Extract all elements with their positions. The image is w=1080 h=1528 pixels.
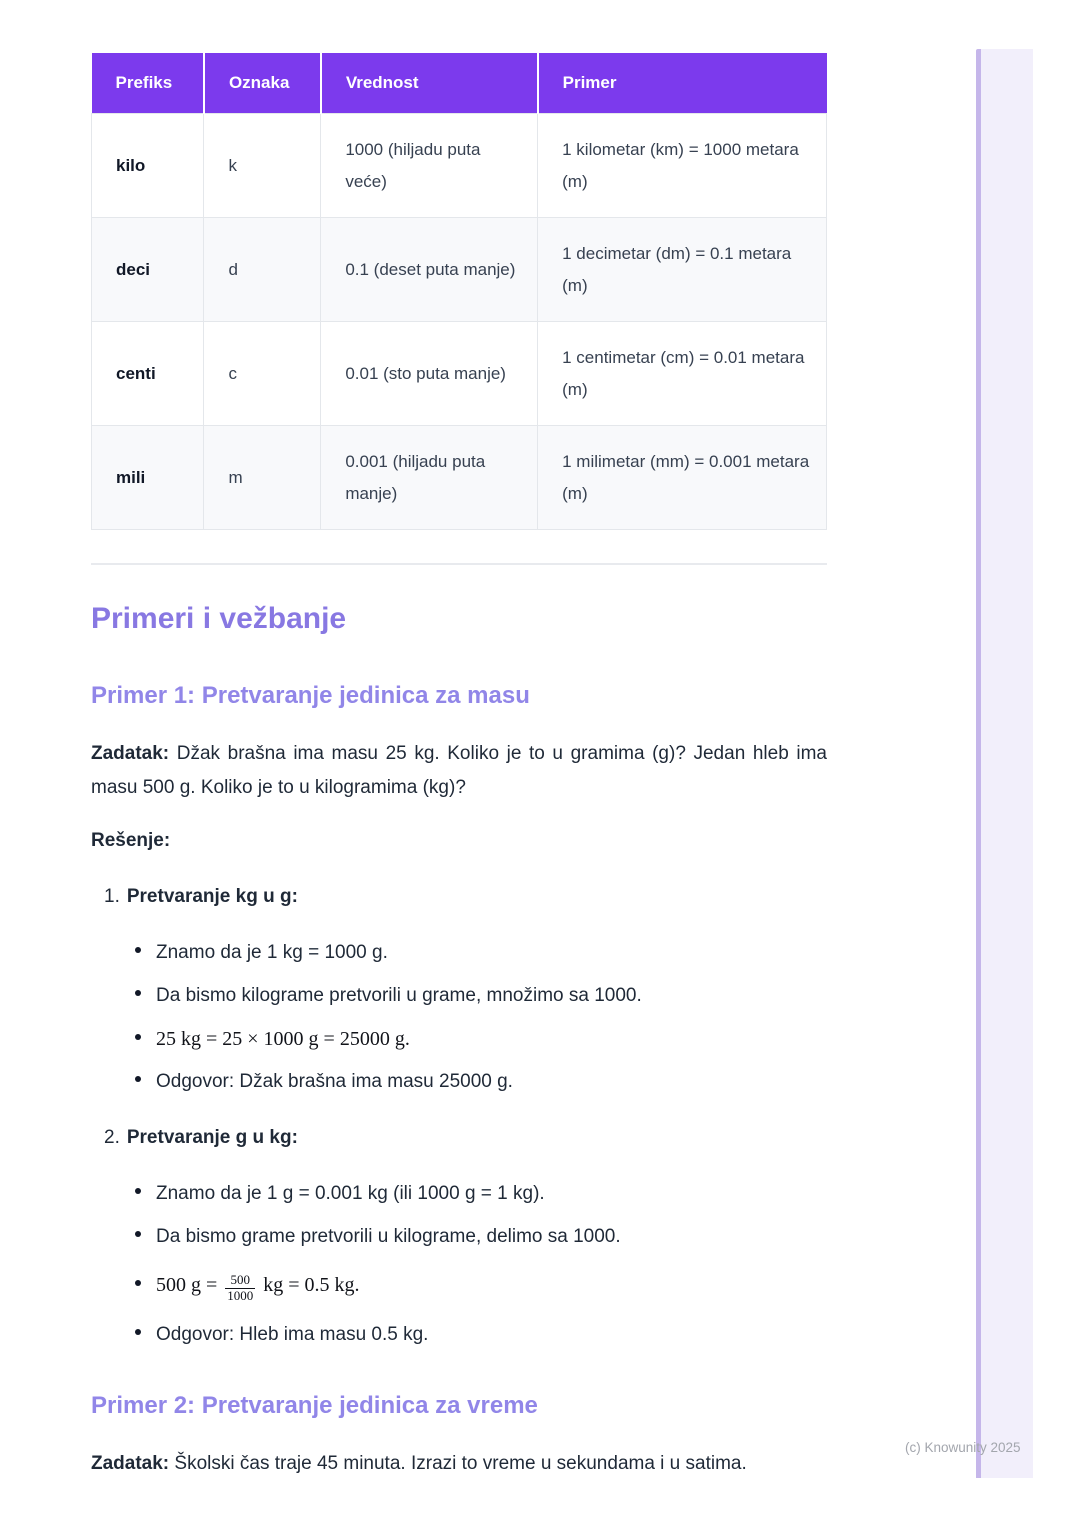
- section-heading: Primeri i vežbanje: [91, 602, 347, 635]
- column-header-oznaka: Oznaka: [204, 53, 321, 114]
- cell-oznaka: c: [204, 322, 321, 426]
- list-item-text: Da bismo kilograme pretvorili u grame, množimo sa 1000.: [156, 985, 642, 1006]
- prefix-table: [91, 53, 827, 530]
- page-edge-decoration: [981, 49, 1033, 1478]
- resenje-label: Rešenje:: [91, 830, 171, 851]
- list-item: [91, 1027, 827, 1051]
- cell-vrednost: 0.001 (hiljadu puta manje): [321, 426, 538, 530]
- cell-oznaka: d: [204, 218, 321, 322]
- cell-prefiks: deci: [92, 218, 204, 322]
- zadatak-text: Školski čas traje 45 minuta. Izrazi to vreme u sekundama i u satima.: [169, 1452, 747, 1474]
- list-item-text: Znamo da je 1 kg = 1000 g.: [156, 942, 388, 963]
- column-header-prefiks: Prefiks: [92, 53, 204, 114]
- bullet-marker: [135, 1034, 141, 1040]
- list-item: [91, 1070, 827, 1094]
- bullet-marker: [135, 1231, 141, 1237]
- cell-primer: 1 centimetar (cm) = 0.01 metara (m): [538, 322, 827, 426]
- list-item: [91, 941, 827, 965]
- cell-vrednost: 1000 (hiljadu puta veće): [321, 114, 538, 218]
- cell-prefiks: kilo: [92, 114, 204, 218]
- bullet-marker: [135, 1188, 141, 1194]
- table-row: [92, 218, 827, 322]
- table-row: [92, 426, 827, 530]
- document-content: [91, 0, 827, 1481]
- step-2: [91, 1126, 827, 1347]
- cell-primer: 1 decimetar (dm) = 0.1 metara (m): [538, 218, 827, 322]
- bullet-marker: [135, 1280, 141, 1286]
- fraction-denominator: 1000: [227, 1288, 254, 1303]
- math-prefix: 500 g =: [156, 1274, 223, 1296]
- bullet-marker: [135, 947, 141, 953]
- table-row: [92, 114, 827, 218]
- bullet-marker: [135, 1329, 141, 1335]
- cell-vrednost: 0.1 (deset puta manje): [321, 218, 538, 322]
- cell-oznaka: m: [204, 426, 321, 530]
- list-item: [91, 1182, 827, 1206]
- math-expression: [156, 1268, 360, 1304]
- list-item: [91, 984, 827, 1008]
- fraction: [225, 1273, 255, 1304]
- bullet-list: [91, 941, 827, 1094]
- page-edge-strip: [976, 49, 981, 1478]
- zadatak-label: Zadatak:: [91, 1452, 170, 1474]
- copyright-notice: (c) Knowunity 2025: [905, 1440, 1021, 1455]
- math-suffix: kg = 0.5 kg.: [258, 1274, 360, 1296]
- zadatak-label: Zadatak:: [91, 743, 170, 764]
- example2-task-paragraph: [91, 1447, 827, 1481]
- step-1: [91, 885, 827, 1094]
- example1-task-paragraph: [91, 737, 827, 805]
- step-title: [91, 885, 827, 909]
- column-header-vrednost: Vrednost: [321, 53, 538, 114]
- cell-vrednost: 0.01 (sto puta manje): [321, 322, 538, 426]
- table-header-row: [92, 53, 827, 114]
- table-row: [92, 322, 827, 426]
- example1-heading: Primer 1: Pretvaranje jedinica za masu: [91, 682, 530, 709]
- list-item-text: Znamo da je 1 g = 0.001 kg (ili 1000 g = 1 kg).: [156, 1183, 545, 1204]
- bullet-list: [91, 1182, 827, 1347]
- cell-primer: 1 milimetar (mm) = 0.001 metara (m): [538, 426, 827, 530]
- solution-steps: [91, 885, 827, 1347]
- step-title-text: Pretvaranje g u kg:: [126, 1127, 298, 1148]
- bullet-marker: [135, 1076, 141, 1082]
- bullet-marker: [135, 990, 141, 996]
- math-expression: 25 kg = 25 × 1000 g = 25000 g.: [156, 1028, 410, 1050]
- cell-prefiks: mili: [92, 426, 204, 530]
- zadatak-text: Džak brašna ima masu 25 kg. Koliko je to u gramima (g)? Jedan hleb ima masu 500 g. Koliko je to u kilogramima (kg)?: [91, 743, 827, 798]
- cell-primer: 1 kilometar (km) = 1000 metara (m): [538, 114, 827, 218]
- cell-oznaka: k: [204, 114, 321, 218]
- step-number: 2.: [104, 1127, 120, 1148]
- step-number: 1.: [104, 886, 120, 907]
- step-title: [91, 1126, 827, 1150]
- column-header-primer: Primer: [538, 53, 827, 114]
- list-item: [91, 1268, 827, 1304]
- list-item-text: Da bismo grame pretvorili u kilograme, delimo sa 1000.: [156, 1226, 621, 1247]
- cell-prefiks: centi: [92, 322, 204, 426]
- example2-heading: Primer 2: Pretvaranje jedinica za vreme: [91, 1391, 538, 1419]
- list-item: [91, 1323, 827, 1347]
- list-item-text: Odgovor: Hleb ima masu 0.5 kg.: [156, 1323, 429, 1345]
- section-divider: [91, 563, 827, 565]
- fraction-numerator: 500: [230, 1272, 251, 1288]
- list-item: [91, 1225, 827, 1249]
- step-title-text: Pretvaranje kg u g:: [126, 886, 298, 907]
- list-item-text: Odgovor: Džak brašna ima masu 25000 g.: [156, 1071, 513, 1092]
